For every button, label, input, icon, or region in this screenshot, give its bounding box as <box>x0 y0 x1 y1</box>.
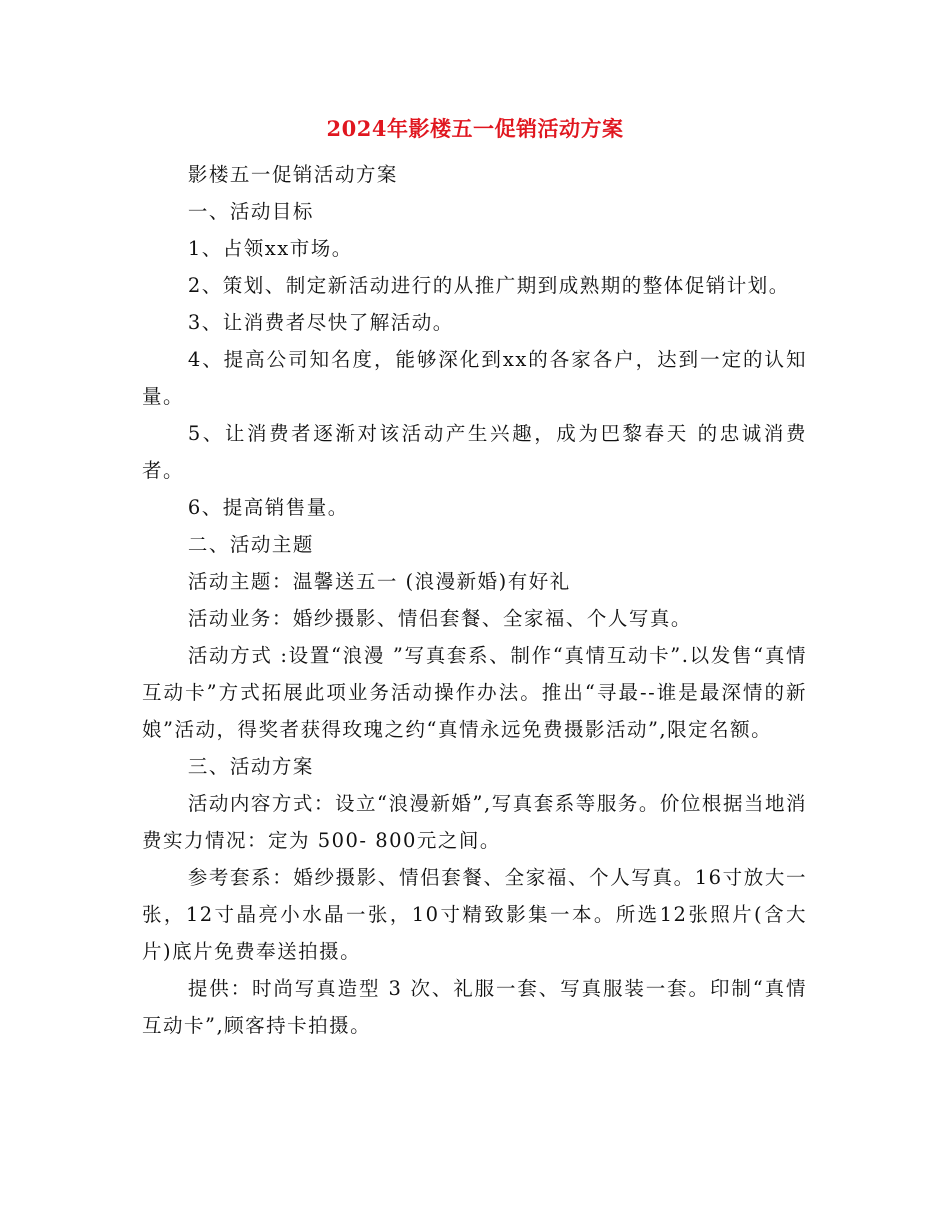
paragraph-goal-5: 5、让消费者逐渐对该活动产生兴趣，成为巴黎春天 的忠诚消费者。 <box>142 422 807 482</box>
paragraph-provide: 提供：时尚写真造型 3 次、礼服一套、写真服装一套。印制“真情互动卡”,顾客持卡拍摄。 <box>142 977 807 1037</box>
paragraph-subtitle: 影楼五一促销活动方案 <box>187 163 398 186</box>
paragraph-theme: 活动主题：温馨送五一 (浪漫新婚)有好礼 <box>187 570 571 593</box>
paragraph-heading-theme: 二、活动主题 <box>187 533 314 556</box>
paragraph-goal-1: 1、占领xx市场。 <box>187 237 353 260</box>
document-body <box>142 156 807 1044</box>
paragraph-heading-plan: 三、活动方案 <box>187 755 314 778</box>
paragraph-content: 活动内容方式：设立“浪漫新婚”,写真套系等服务。价位根据当地消费实力情况：定为 500- 800元之间。 <box>142 792 807 852</box>
paragraph-business: 活动业务：婚纱摄影、情侣套餐、全家福、个人写真。 <box>187 607 692 630</box>
paragraph-goal-4: 4、提高公司知名度，能够深化到xx的各家各户，达到一定的认知量。 <box>142 348 807 408</box>
document-title: 2024年影楼五一促销活动方案 <box>326 116 624 141</box>
paragraph-goal-6: 6、提高销售量。 <box>187 496 349 519</box>
paragraph-goal-3: 3、让消费者尽快了解活动。 <box>187 311 454 334</box>
paragraph-heading-goals: 一、活动目标 <box>187 200 314 223</box>
paragraph-method: 活动方式 :设置“浪漫 ”写真套系、制作“真情互动卡”.以发售“真情互动卡”方式拓展此项业务活动操作办法。推出“寻最--谁是最深情的新娘”活动，得奖者获得玫瑰之约“真情永远免费摄影活动”,限定名额。 <box>142 644 807 741</box>
paragraph-package: 参考套系：婚纱摄影、情侣套餐、全家福、个人写真。16寸放大一张，12寸晶亮小水晶一张，10寸精致影集一本。所选12张照片(含大片)底片免费奉送拍摄。 <box>142 866 807 963</box>
paragraph-goal-2: 2、策划、制定新活动进行的从推广期到成熟期的整体促销计划。 <box>187 274 790 297</box>
